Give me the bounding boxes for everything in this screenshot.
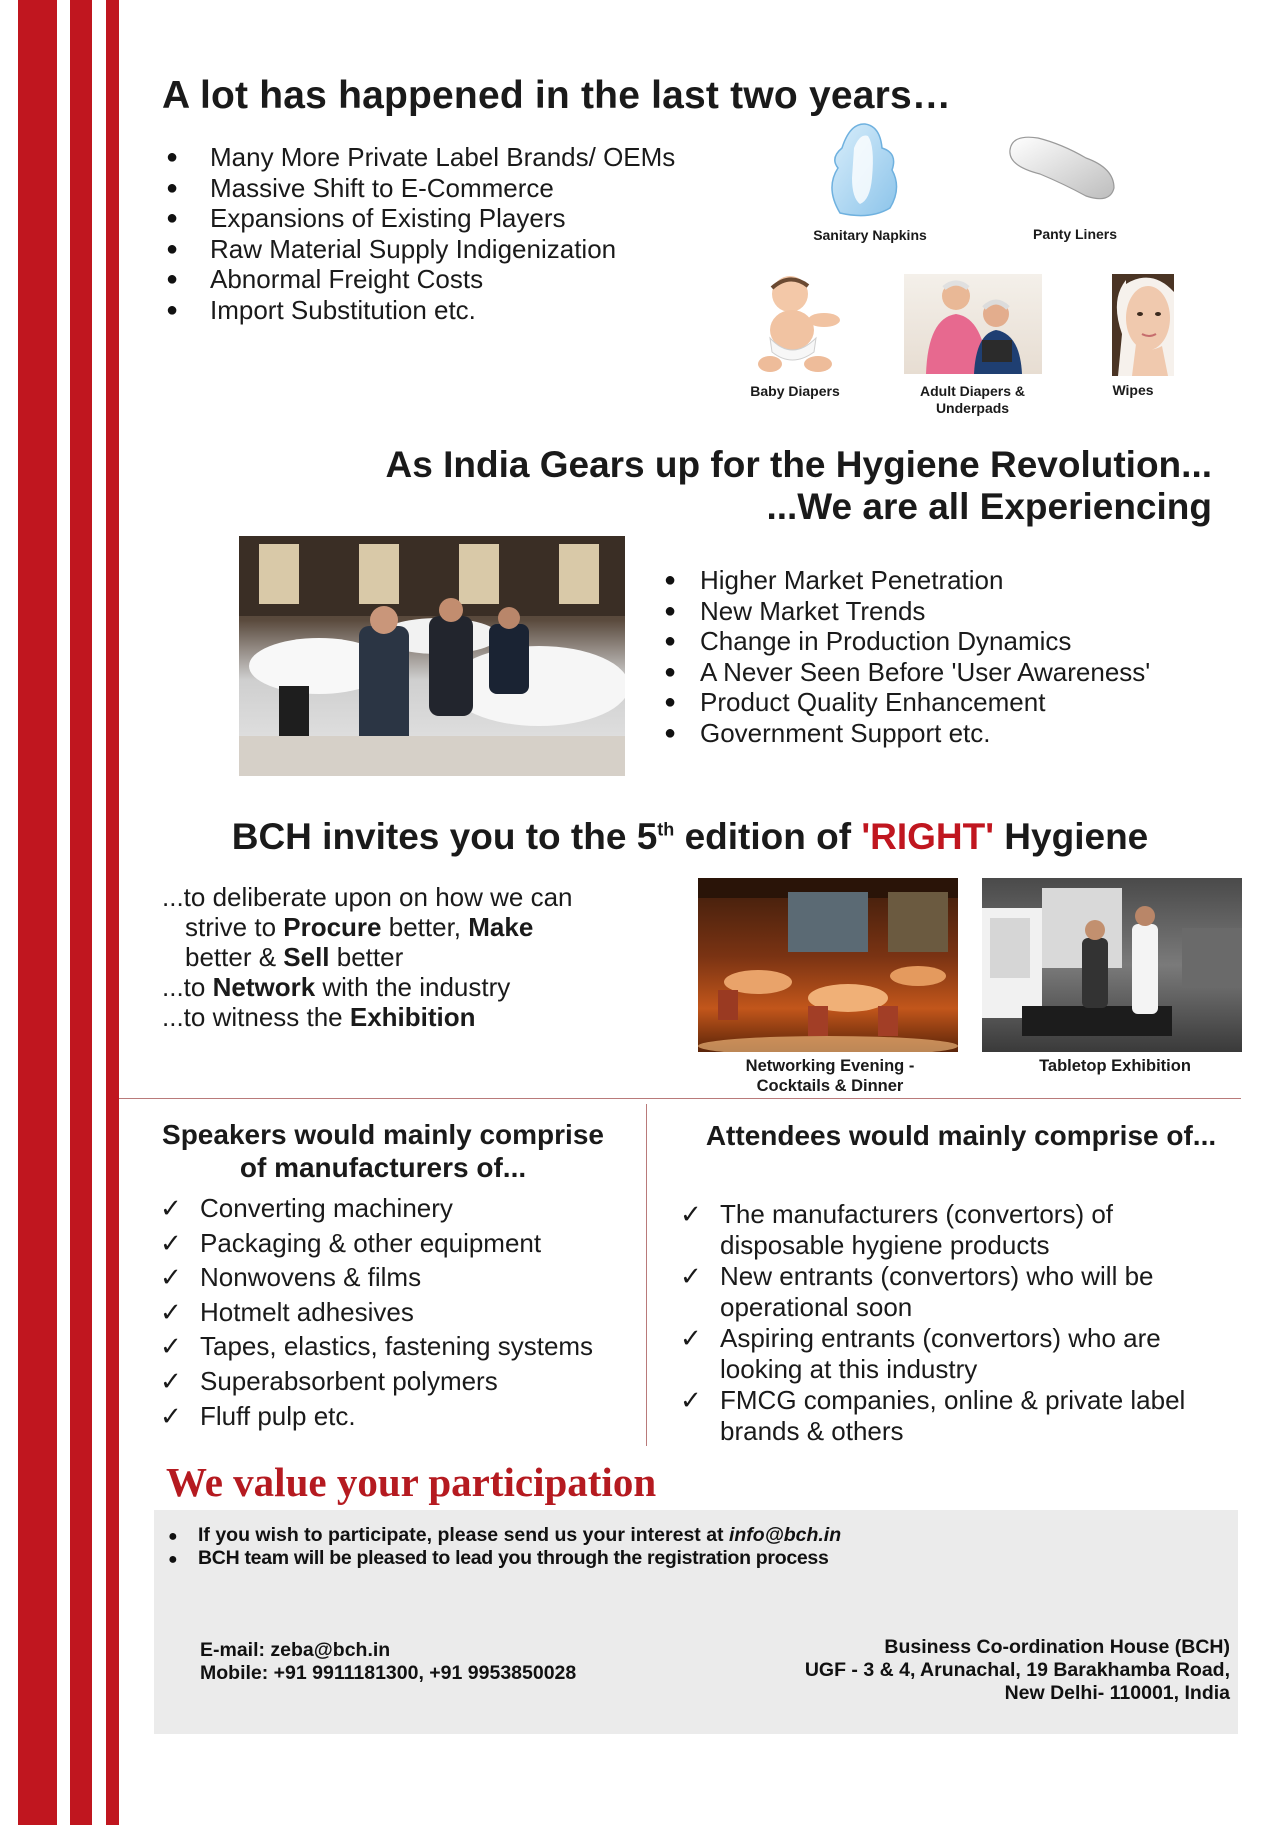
panty-liners-label: Panty Liners: [1032, 226, 1118, 242]
decorative-stripe-2: [70, 0, 92, 1825]
bullet-text: BCH team will be pleased to lead you through the registration process: [198, 1547, 829, 1569]
section3-title-post: Hygiene: [994, 816, 1149, 857]
check-icon: ✓: [160, 1227, 182, 1258]
section3-title: [120, 816, 1260, 858]
text-span: better,: [381, 912, 469, 942]
text-span-bold: Exhibition: [349, 1002, 476, 1032]
list-item-text: Superabsorbent polymers: [200, 1365, 498, 1396]
list-item-text: Converting machinery: [200, 1193, 453, 1223]
check-icon: ✓: [160, 1262, 182, 1293]
invite-line-1: ...to deliberate upon on how we can: [162, 882, 573, 912]
list-item: [680, 1385, 1240, 1447]
list-item: [160, 1364, 640, 1399]
tabletop-exhibition-photo: [982, 878, 1242, 1052]
invite-line-5: [162, 1002, 682, 1032]
section2-title-line1: As India Gears up for the Hygiene Revolution...: [385, 444, 1212, 485]
baby-diapers-label: Baby Diapers: [750, 383, 840, 399]
networking-evening-photo: [698, 878, 958, 1052]
list-item-text: Tapes, elastics, fastening systems: [200, 1331, 594, 1362]
list-item: ● A Never Seen Before 'User Awareness': [664, 657, 1224, 688]
participation-bullet-2: [168, 1547, 1228, 1571]
list-item-line2: brands & others: [720, 1416, 904, 1446]
attendees-list: [680, 1199, 1240, 1447]
list-item-line1: Aspiring entrants (convertors) who are: [720, 1323, 1161, 1353]
list-item: ● New Market Trends: [664, 596, 1224, 627]
section2-title-line2: ...We are all Experiencing: [766, 486, 1212, 527]
check-icon: ✓: [160, 1331, 182, 1362]
contact-box: [154, 1510, 1238, 1734]
decorative-stripe-3: [106, 0, 119, 1825]
tabletop-exhibition-caption: Tabletop Exhibition: [1039, 1057, 1191, 1075]
wipes-photo: [1112, 274, 1174, 376]
list-item: ● Higher Market Penetration: [664, 565, 1224, 596]
check-icon: ✓: [160, 1365, 182, 1396]
list-item: [160, 1226, 640, 1261]
adult-diapers-label-line1: Adult Diapers &: [919, 383, 1025, 399]
horizontal-divider: [119, 1098, 1241, 1099]
bullet-dot: ●: [168, 1551, 178, 1568]
text-span-bold: Network: [212, 972, 316, 1002]
section1-bullet-list: [162, 142, 762, 325]
list-item: [160, 1399, 640, 1434]
text-span: ...to: [162, 972, 213, 1002]
list-item-text: Fluff pulp etc.: [200, 1400, 356, 1431]
list-item: ● Massive Shift to E-Commerce: [162, 173, 762, 204]
bullet-text: If you wish to participate, please send us your interest at: [198, 1524, 729, 1546]
check-icon: ✓: [160, 1193, 182, 1223]
list-item: ● Abnormal Freight Costs: [162, 264, 762, 295]
address-line1: UGF - 3 & 4, Arunachal, 19 Barakhamba Road,: [804, 1659, 1230, 1681]
check-icon: ✓: [680, 1261, 702, 1291]
text-span: better &: [185, 942, 284, 972]
list-item: [680, 1323, 1240, 1385]
invite-text: [162, 882, 682, 1032]
org-name: Business Co-ordination House (BCH): [884, 1636, 1230, 1658]
email-line[interactable]: E-mail: zeba@bch.in: [200, 1639, 391, 1661]
section1-title: A lot has happened in the last two years…: [162, 74, 952, 117]
list-item: ● Expansions of Existing Players: [162, 203, 762, 234]
check-icon: ✓: [680, 1199, 702, 1229]
attendees-heading: Attendees would mainly comprise of...: [705, 1120, 1217, 1151]
adult-diapers-label-line2: Underpads: [935, 400, 1010, 416]
sanitary-napkin-image: [820, 118, 920, 222]
section3-title-mid: edition of: [674, 816, 862, 857]
participation-title: We value your participation: [166, 1459, 657, 1505]
decorative-stripe-1: [18, 0, 57, 1825]
panty-liner-image: [1002, 128, 1122, 208]
list-item: ● Many More Private Label Brands/ OEMs: [162, 142, 762, 173]
text-span: with the industry: [315, 972, 511, 1002]
section3-title-highlight: 'RIGHT': [861, 816, 995, 857]
text-span: strive to: [185, 912, 284, 942]
participation-bullet-1: [168, 1524, 1228, 1548]
info-email-link[interactable]: info@bch.in: [728, 1524, 842, 1546]
list-item-line1: FMCG companies, online & private label: [720, 1385, 1186, 1415]
list-item: ● Import Substitution etc.: [162, 295, 762, 326]
list-item: ● Product Quality Enhancement: [664, 687, 1224, 718]
list-item-text: Packaging & other equipment: [200, 1227, 542, 1258]
text-span-bold: Sell: [283, 942, 330, 972]
list-item: [680, 1199, 1240, 1261]
speakers-heading-line2: of manufacturers of...: [239, 1152, 527, 1183]
speakers-list: [160, 1191, 640, 1433]
list-item: [680, 1261, 1240, 1323]
list-item-text: Hotmelt adhesives: [200, 1296, 414, 1327]
invite-line-3: [162, 942, 682, 972]
baby-diaper-image: [752, 272, 848, 376]
contact-details: [200, 1639, 700, 1685]
wipes-label: Wipes: [1112, 382, 1154, 398]
text-span: ...to witness the: [162, 1002, 350, 1032]
speakers-heading-line1: Speakers would mainly comprise: [162, 1119, 604, 1150]
caption-line1: Networking Evening -: [745, 1057, 915, 1075]
list-item-line1: The manufacturers (convertors) of: [720, 1199, 1114, 1229]
caption-line2: Cocktails & Dinner: [756, 1077, 904, 1095]
list-item-line2: looking at this industry: [720, 1354, 978, 1384]
list-item: ● Raw Material Supply Indigenization: [162, 234, 762, 265]
section3-title-pre: BCH invites you to the 5: [231, 816, 658, 857]
mobile-line: Mobile: +91 9911181300, +91 9953850028: [200, 1662, 577, 1684]
address-line2: New Delhi- 110001, India: [1004, 1682, 1230, 1704]
adult-diapers-label: [890, 383, 1055, 417]
list-item: [160, 1191, 640, 1226]
organization-address: [674, 1636, 1230, 1705]
check-icon: ✓: [680, 1323, 702, 1353]
list-item: [160, 1295, 640, 1330]
check-icon: ✓: [680, 1385, 702, 1415]
vertical-divider: [646, 1104, 647, 1446]
networking-evening-caption: [710, 1056, 950, 1096]
text-span-bold: Make: [468, 912, 534, 942]
list-item: [160, 1329, 640, 1364]
list-item-text: Nonwovens & films: [200, 1262, 422, 1293]
speakers-heading: [146, 1118, 620, 1184]
invite-line-2: [162, 912, 682, 942]
bullet-dot: ●: [168, 1528, 178, 1545]
adult-diapers-photo: [904, 274, 1042, 374]
check-icon: ✓: [160, 1296, 182, 1327]
list-item-line1: New entrants (convertors) who will be: [720, 1261, 1154, 1291]
section3-title-sup: th: [657, 819, 675, 840]
sanitary-napkins-label: Sanitary Napkins: [813, 227, 927, 243]
section2-title: [300, 444, 1212, 528]
list-item: ● Government Support etc.: [664, 718, 1224, 749]
list-item: [160, 1260, 640, 1295]
check-icon: ✓: [160, 1400, 182, 1431]
section2-bullet-list: [664, 565, 1224, 748]
list-item: ● Change in Production Dynamics: [664, 626, 1224, 657]
list-item-line2: operational soon: [720, 1292, 913, 1322]
text-span: better: [329, 942, 404, 972]
text-span-bold: Procure: [283, 912, 382, 942]
conference-photo: [239, 536, 625, 776]
list-item-line2: disposable hygiene products: [720, 1230, 1050, 1260]
invite-line-4: [162, 972, 682, 1002]
